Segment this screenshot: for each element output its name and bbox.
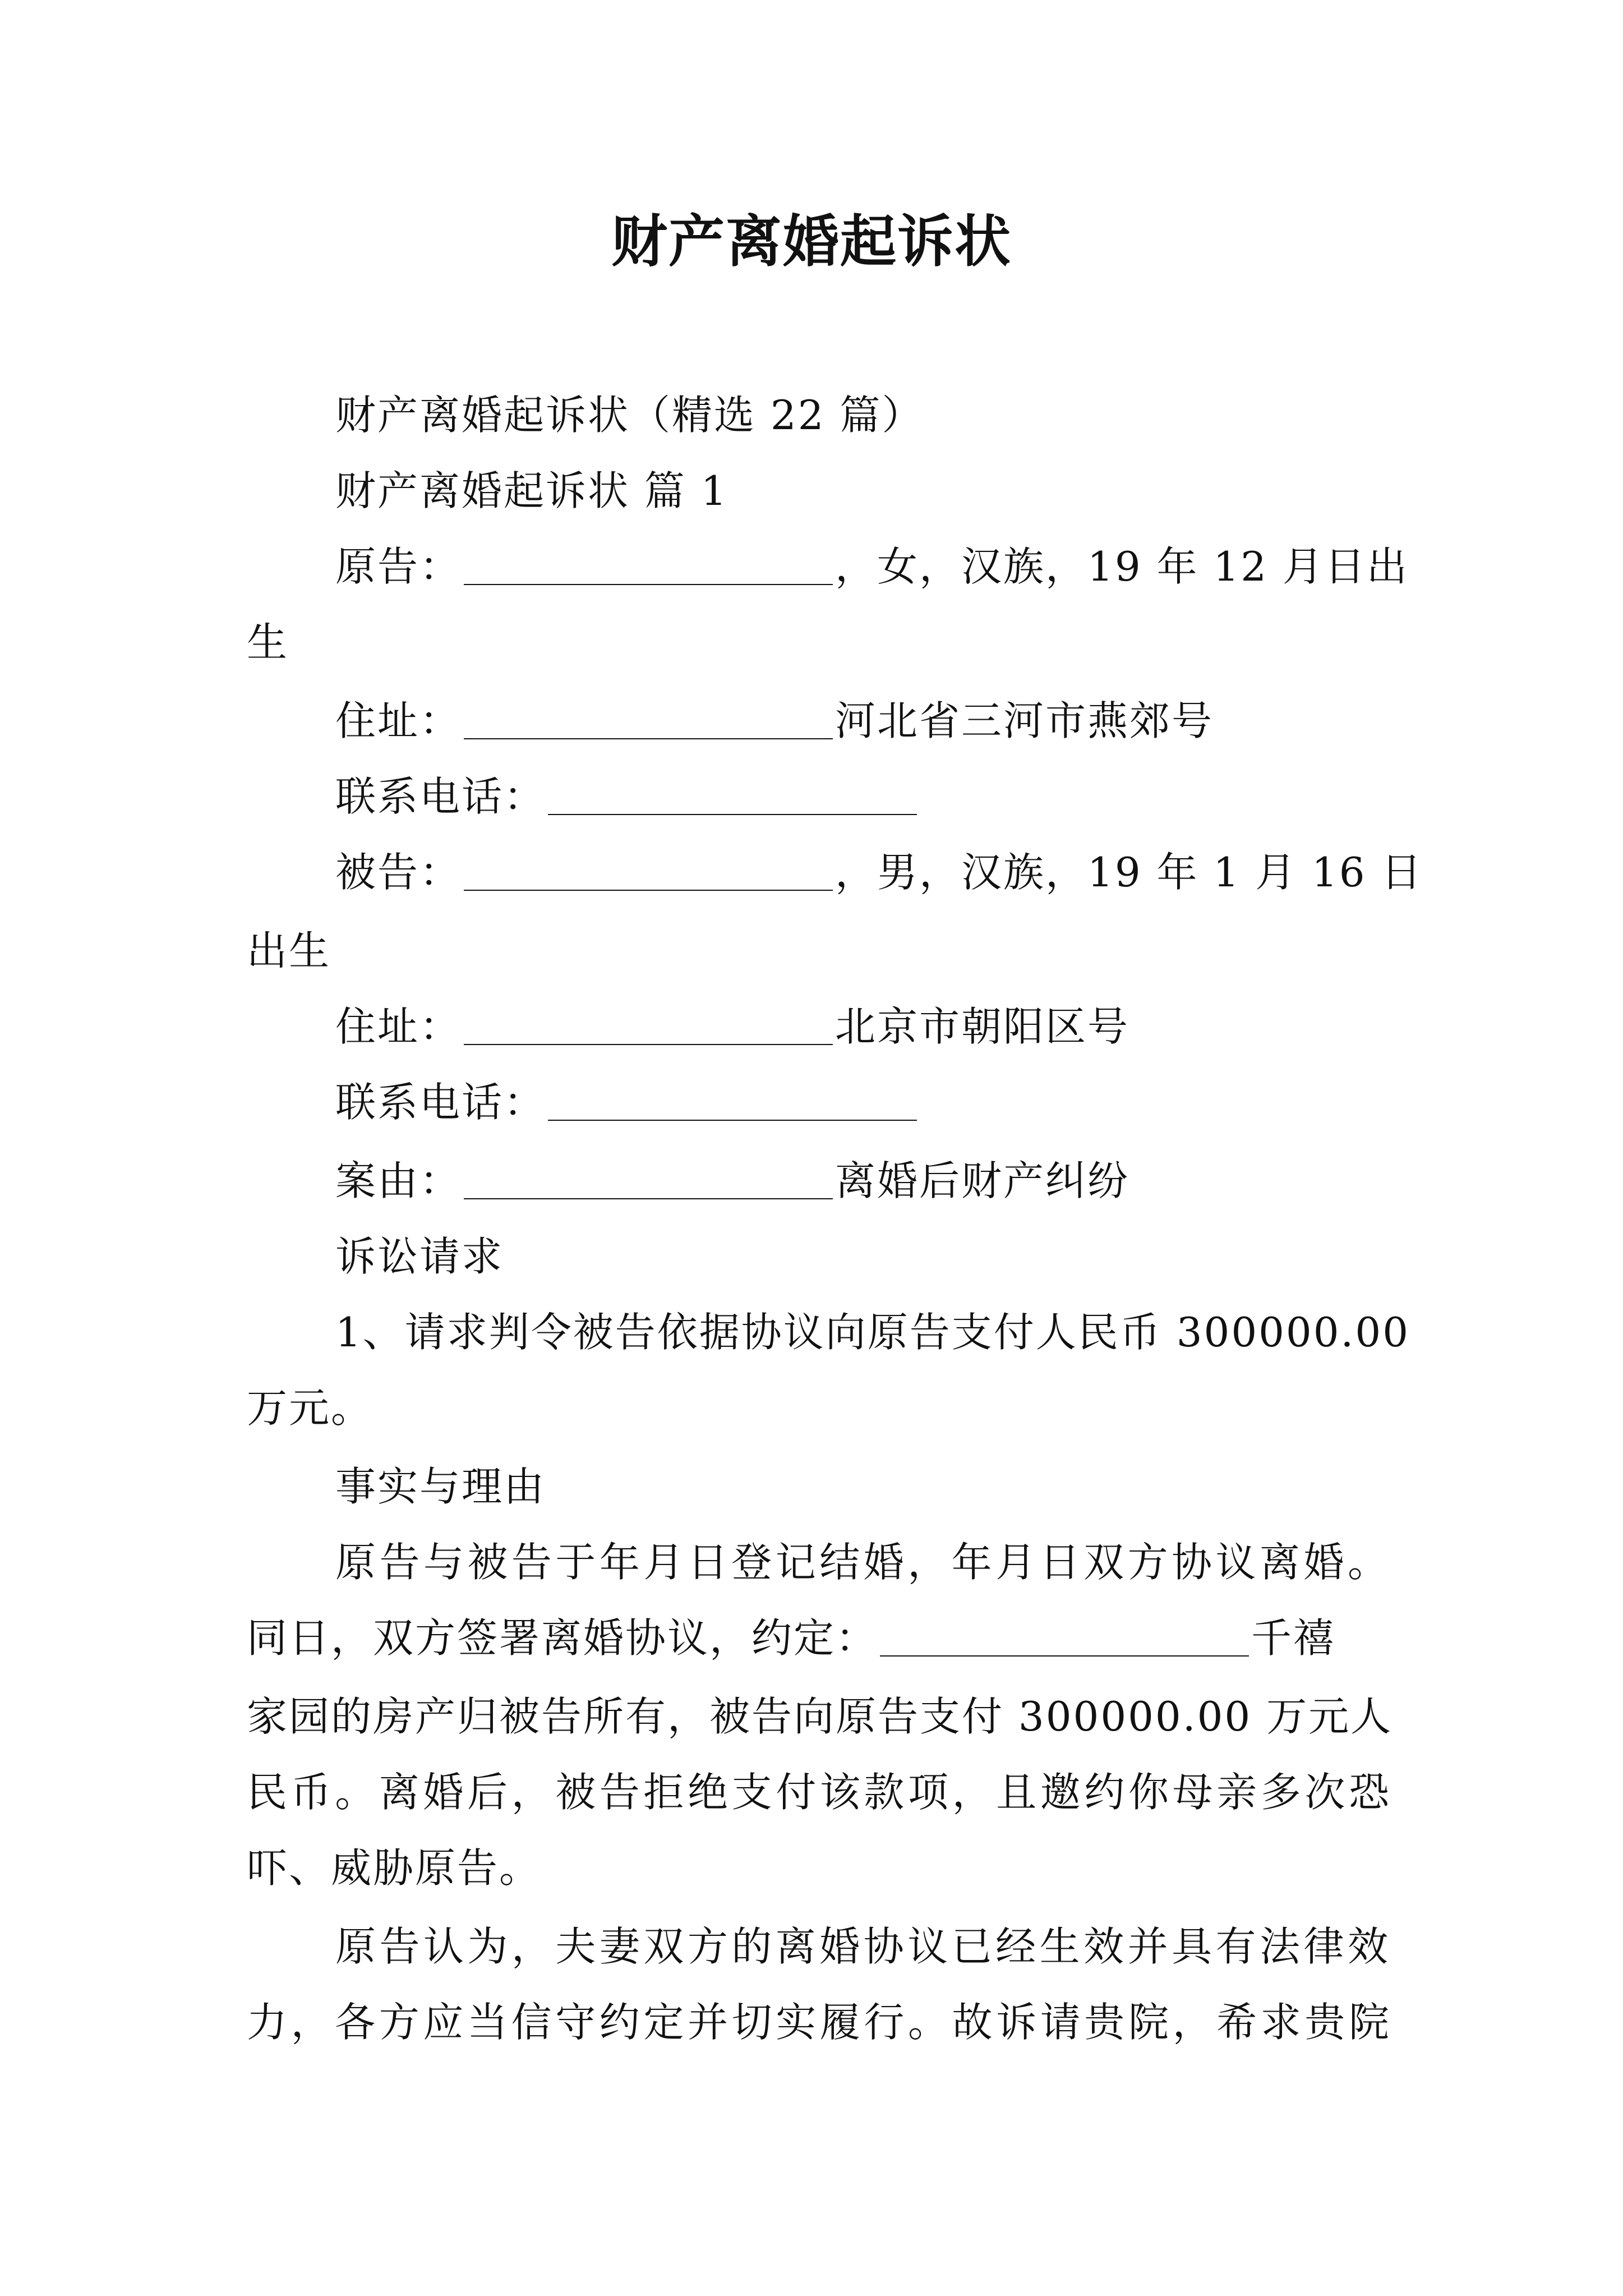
claim-1-line-1: 1、请求判令被告依据协议向原告支付人民币 300000.00 bbox=[335, 1309, 1410, 1356]
claim-1-line-2: 万元。 bbox=[247, 1384, 374, 1432]
defendant-address-label: 住址： bbox=[335, 1003, 462, 1050]
facts-heading: 事实与理由 bbox=[335, 1463, 546, 1510]
plaintiff-address-label: 住址： bbox=[335, 697, 462, 744]
plaintiff-phone-label: 联系电话： bbox=[335, 773, 546, 820]
facts-paragraph-2-line-2: 力，各方应当信守约定并切实履行。故诉请贵院，希求贵院 bbox=[247, 1999, 1391, 2046]
defendant-address: 北京市朝阳区号 bbox=[835, 1003, 1130, 1050]
defendant-details: ，男，汉族，19 年 1 月 16 日 bbox=[835, 849, 1423, 896]
plaintiff-label: 原告： bbox=[335, 543, 462, 590]
defendant-details-continued: 出生 bbox=[247, 927, 331, 974]
plaintiff-details: ，女，汉族，19 年 12 月日出 bbox=[835, 543, 1409, 590]
case-label: 案由： bbox=[335, 1157, 462, 1204]
article-heading: 财产离婚起诉状 篇 1 bbox=[335, 467, 728, 514]
plaintiff-phone-line bbox=[335, 769, 1390, 825]
defendant-phone-blank bbox=[548, 1080, 917, 1121]
subtitle: 财产离婚起诉状（精选 22 篇） bbox=[335, 392, 924, 439]
defendant-name-blank bbox=[464, 850, 833, 891]
document-title: 财产离婚起诉状 bbox=[611, 208, 1012, 274]
facts-agreement-text-2: 千禧 bbox=[1251, 1614, 1336, 1662]
plaintiff-address-line bbox=[335, 693, 1390, 749]
defendant-address-blank bbox=[464, 1005, 833, 1045]
facts-paragraph-1-line-1: 原告与被告于年月日登记结婚，年月日双方协议离婚。 bbox=[335, 1539, 1390, 1586]
plaintiff-line bbox=[335, 539, 1409, 595]
case-line bbox=[335, 1153, 1390, 1209]
facts-agreement-blank bbox=[880, 1616, 1249, 1657]
case-value: 离婚后财产纠纷 bbox=[835, 1157, 1130, 1204]
defendant-phone-line bbox=[335, 1074, 1390, 1130]
plaintiff-address-blank bbox=[464, 699, 833, 739]
facts-agreement-text: 同日，双方签署离婚协议，约定： bbox=[247, 1614, 878, 1662]
defendant-line bbox=[335, 844, 1423, 900]
claims-heading: 诉讼请求 bbox=[335, 1233, 504, 1280]
facts-paragraph-1-line-3: 家园的房产归被告所有，被告向原告支付 300000.00 万元人 bbox=[247, 1693, 1393, 1740]
defendant-address-line bbox=[335, 999, 1390, 1055]
plaintiff-phone-blank bbox=[548, 775, 917, 815]
plaintiff-name-blank bbox=[464, 545, 833, 585]
case-blank bbox=[464, 1159, 833, 1199]
facts-paragraph-2-line-1: 原告认为，夫妻双方的离婚协议已经生效并具有法律效 bbox=[335, 1923, 1390, 1970]
facts-paragraph-1-line-4: 民币。离婚后，被告拒绝支付该款项，且邀约你母亲多次恐 bbox=[247, 1769, 1391, 1816]
plaintiff-details-continued: 生 bbox=[247, 619, 289, 666]
plaintiff-address: 河北省三河市燕郊号 bbox=[835, 697, 1214, 744]
defendant-phone-label: 联系电话： bbox=[335, 1079, 546, 1126]
facts-paragraph-1-line-2 bbox=[247, 1610, 1391, 1666]
defendant-label: 被告： bbox=[335, 849, 462, 896]
facts-paragraph-1-line-5: 吓、威胁原告。 bbox=[247, 1844, 542, 1892]
